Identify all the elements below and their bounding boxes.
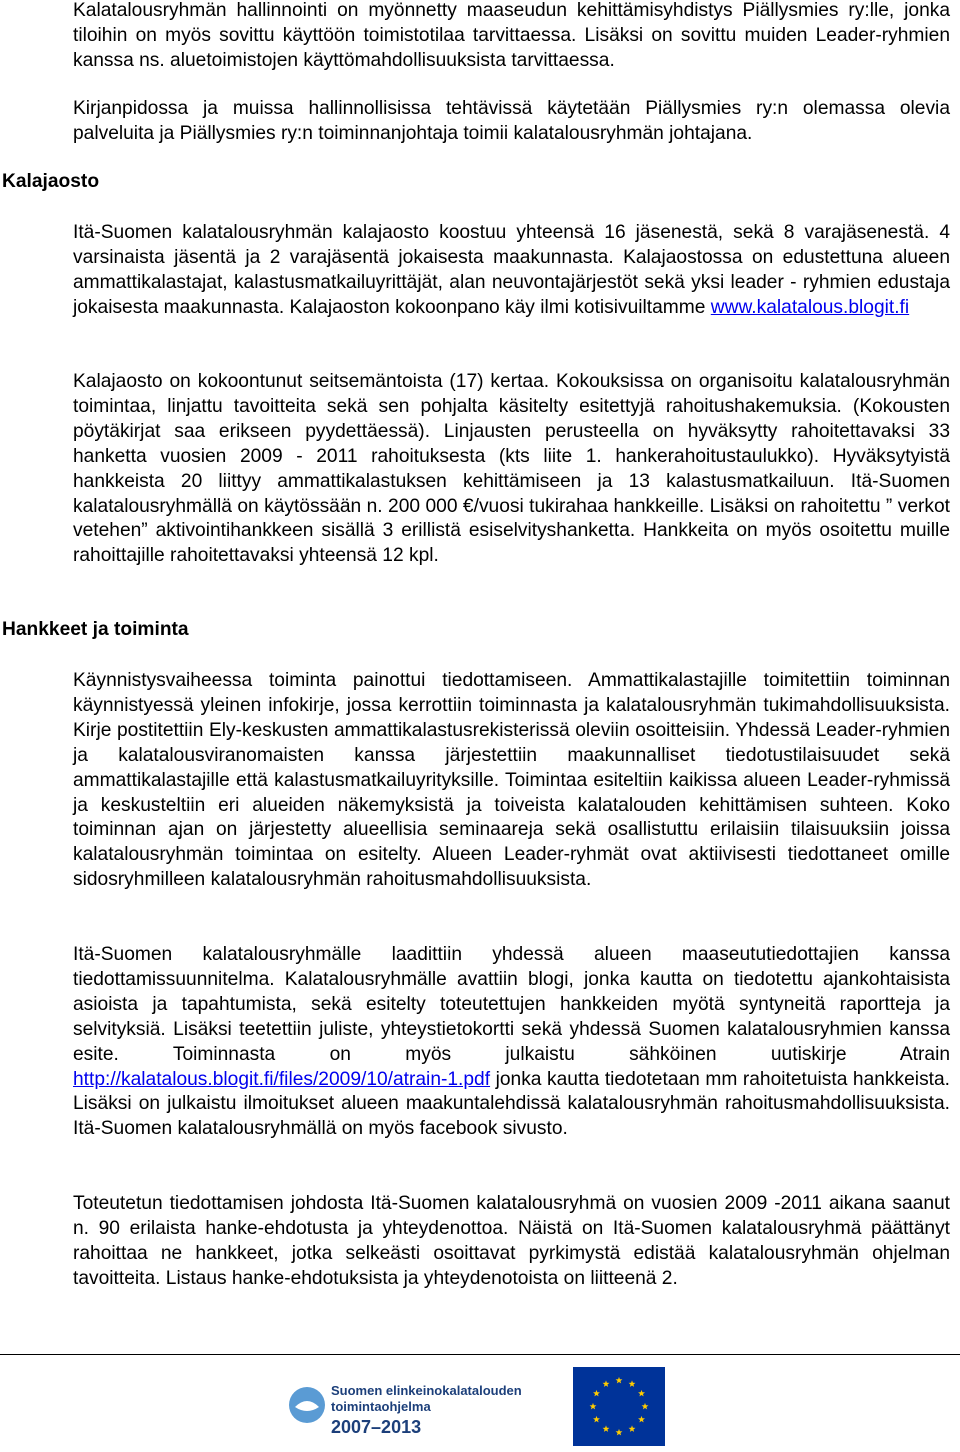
section-heading-hankkeet: Hankkeet ja toiminta — [2, 619, 189, 640]
paragraph-hallinnointi: Kalatalousryhmän hallinnointi on myönnetty maaseudun kehittämisyhdistys Piällysmies ry:lle, jonka tiloihin on myös sovittu käyttöön toimistotilaa tarvittaessa. Lisäksi on sovittu muiden Leader-ryhmien kanssa ns. aluetoimistojen käyttömahdollisuuksista tarvittaessa. — [73, 0, 950, 71]
logo-line2: toimintaohjelma — [331, 1399, 431, 1414]
logo-line1: Suomen elinkeinokalatalouden — [331, 1383, 522, 1398]
paragraph-text: Itä-Suomen kalatalousryhmän kalajaosto koostuu yhteensä 16 jäsenestä, sekä 8 varajäsenestä. 4 varsinaista jäsentä ja 2 varajäsentä jokaisesta maakunnasta. Kalajaostossa on edustettuna alueen ammattikalastajat, kalastusmatkailuyrittäjät, alan neuvontajärjestöt sekä yksi leader - ryhmien edustaja jokaisesta maakunnasta. Kalajaoston kokoonpano käy ilmi kotisivuiltamme — [73, 222, 950, 318]
kalatalous-website-link[interactable]: www.kalatalous.blogit.fi — [710, 296, 910, 318]
section-heading-kalajaosto: Kalajaosto — [2, 171, 100, 192]
eu-flag-icon — [573, 1367, 665, 1446]
paragraph-text: jonka kautta tiedotetaan mm rahoitetuista hankkeista. Lisäksi on julkaistu ilmoitukset alueen maakuntalehdissä kalatalousryhmän rahoitusmahdollisuuksista. Itä-Suomen kalatalousryhmällä on myös facebook sivusto. — [73, 1068, 950, 1140]
elinkeinokalatalous-programme-logo — [285, 1367, 525, 1445]
paragraph-tiedotussuunnitelma — [73, 943, 950, 1142]
footer-divider — [0, 1354, 960, 1355]
paragraph-hanke-ehdotukset: Toteutetun tiedottamisen johdosta Itä-Suomen kalatalousryhmä on vuosien 2009 -2011 aikana saanut n. 90 erilaista hanke-ehdotusta ja yhteydenottoa. Näistä on Itä-Suomen kalatalousryhmä päättänyt rahoittaa ne hankkeet, jotka selkeästi osoittavat pyrkimystä edistää kalatalousryhmän ohjelman tavoitteita. Listaus hanke-ehdotuksista ja yhteydenotoista on liitteenä 2. — [73, 1193, 950, 1289]
paragraph-tiedottaminen: Käynnistysvaiheessa toiminta painottui tiedottamiseen. Ammattikalastajille toimitettiin toiminnan käynnistyessä yleinen infokirje, jossa kerrottiin toiminnasta ja kalatalousryhmän tukimahdollisuuksista. Kirje postitettiin Ely-keskusten ammattikalastusrekisterissä oleviin osoitteisiin. Yhdessä Leader-ryhmien ja kalatalousviranomaisten kanssa järjestettiin maakunnalliset tiedotustilaisuudet sekä ammattikalastajille että kalastusmatkailuyrityksille. Toimintaa esiteltiin kaikissa alueen Leader-ryhmissä ja keskusteltiin eri alueiden näkemyksistä ja toiveista kalatalouden kehittämisen suhteen. Koko toiminnan ajan on järjestetty alueellisia seminaareja sekä osallistuttu erilaisiin tilaisuuksiin joissa kalatalousryhmän toimintaa on esitelty. Alueen Leader-ryhmät ovat aktiivisesti tiedottaneet omille sidosryhmilleen kalatalousryhmän rahoitusmahdollisuuksista. — [73, 670, 950, 891]
atrain-newsletter-link[interactable]: http://kalatalous.blogit.fi/files/2009/10/atrain-1.pdf — [73, 1068, 491, 1090]
logo-years: 2007–2013 — [331, 1417, 422, 1437]
paragraph-kirjanpito: Kirjanpidossa ja muissa hallinnollisissa tehtävissä käytetään Piällysmies ry:n olemassa olevia palveluita ja Piällysmies ry:n toiminnanjohtaja toimii kalatalousryhmän johtajana. — [73, 98, 950, 144]
paragraph-kalajaosto-kokoukset: Kalajaosto on kokoontunut seitsemäntoista (17) kertaa. Kokouksissa on organisoitu kalatalousryhmän toimintaa, linjattu tavoitteita sekä sen pohjalta käsitelty esitettyjä rahoitushakemuksia. (Kokousten pöytäkirjat saa erikseen pyydettäessä). Linjausten perusteella on hyväksytty rahoitettavaksi 33 hanketta vuosien 2009 - 2011 rahoituksesta (kts liite 1. hankerahoitustaulukko). Hyväksytyistä hankkeista 20 liittyy ammattikalastuksen kehittämiseen ja 13 kalastusmatkailuun. Itä-Suomen kalatalousryhmällä on käytössään n. 200 000 €/vuosi tukirahaa hankkeille. Lisäksi on rahoitettu ” verkot vetehen” aktivointihankkeen sisällä 3 erillistä esiselvityshanketta. Hankkeita on myös osoitettu muille rahoittajille rahoitettavaksi yhteensä 12 kpl. — [73, 371, 950, 567]
paragraph-kalajaosto-kokoonpano — [73, 221, 950, 321]
paragraph-text: Itä-Suomen kalatalousryhmälle laadittiin yhdessä alueen maaseututiedottajien kanssa tiedottamissuunnitelma. Kalatalousryhmälle avattiin blogi, jonka kautta on tiedotettu ajankohtaisista asioista ja tapahtumista, sekä esitelty toteutettujen hankkeiden myötä syntyneitä raportteja ja selvityksiä. Lisäksi teetettiin juliste, yhteystietokortti sekä yhdessä Suomen kalatalousryhmien kanssa esite. Toiminnasta on myös julkaistu sähköinen uutiskirje Atrain — [73, 944, 950, 1065]
